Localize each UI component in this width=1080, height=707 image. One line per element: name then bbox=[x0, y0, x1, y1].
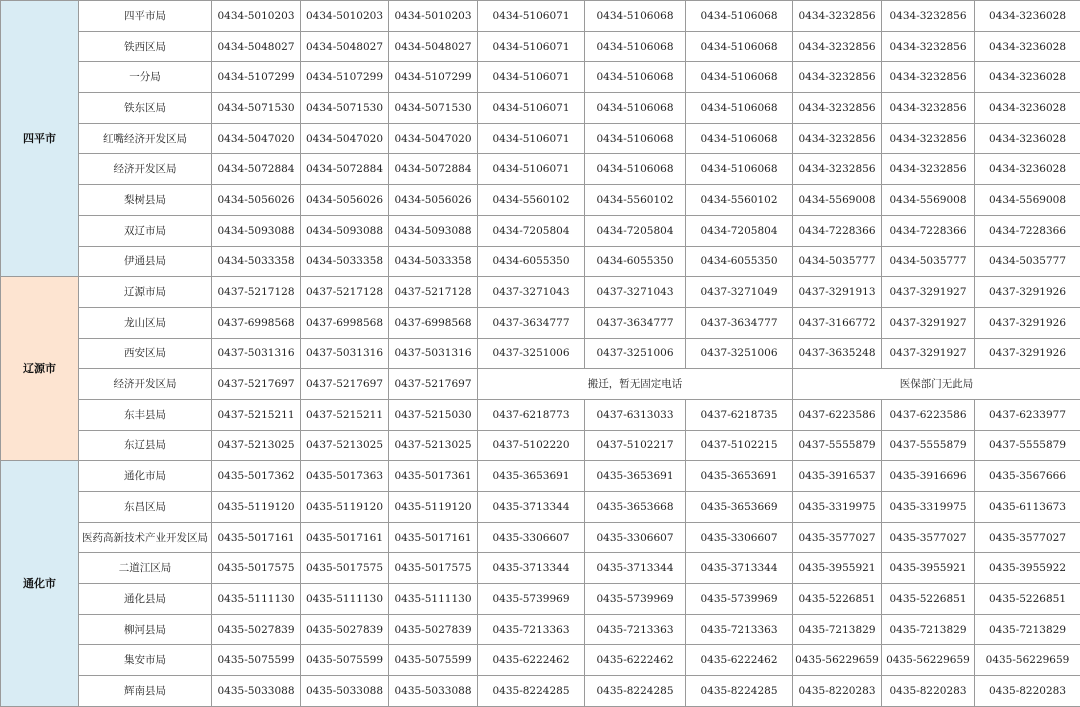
phone-cell: 0437-3291926 bbox=[975, 277, 1080, 308]
phone-cell: 0437-5555879 bbox=[975, 430, 1080, 461]
phone-cell: 0434-5107299 bbox=[301, 62, 389, 93]
phone-cell: 0434-3232856 bbox=[882, 93, 975, 124]
table-row bbox=[1, 553, 1080, 584]
phone-cell: 0435-5111130 bbox=[212, 584, 301, 615]
phone-cell: 0434-5033358 bbox=[212, 246, 301, 277]
phone-cell: 0435-5075599 bbox=[212, 645, 301, 676]
phone-cell: 0435-7213363 bbox=[478, 614, 585, 645]
phone-cell: 0435-5739969 bbox=[585, 584, 686, 615]
phone-cell: 0437-6998568 bbox=[212, 307, 301, 338]
phone-cell: 0437-3166772 bbox=[793, 307, 882, 338]
phone-cell: 0437-5217128 bbox=[301, 277, 389, 308]
note-cell: 医保部门无此局 bbox=[793, 369, 1080, 400]
phone-cell: 0434-5106071 bbox=[478, 1, 585, 32]
phone-cell: 0435-56229659 bbox=[882, 645, 975, 676]
phone-cell: 0434-3232856 bbox=[882, 1, 975, 32]
phone-cell: 0437-6218735 bbox=[686, 399, 793, 430]
phone-cell: 0435-5111130 bbox=[301, 584, 389, 615]
phone-cell: 0437-5213025 bbox=[212, 430, 301, 461]
phone-cell: 0434-5048027 bbox=[212, 31, 301, 62]
phone-cell: 0434-5072884 bbox=[389, 154, 478, 185]
note-cell: 搬迁，暂无固定电话 bbox=[478, 369, 793, 400]
phone-cell: 0435-5017575 bbox=[389, 553, 478, 584]
phone-cell: 0437-6233977 bbox=[975, 399, 1080, 430]
city-cell: 四平市 bbox=[1, 1, 79, 277]
phone-cell: 0435-3916537 bbox=[793, 461, 882, 492]
phone-cell: 0435-5075599 bbox=[301, 645, 389, 676]
phone-cell: 0435-3653691 bbox=[585, 461, 686, 492]
bureau-name-cell: 辽源市局 bbox=[79, 277, 212, 308]
phone-cell: 0435-3319975 bbox=[882, 492, 975, 523]
phone-cell: 0437-5102215 bbox=[686, 430, 793, 461]
phone-cell: 0435-3319975 bbox=[793, 492, 882, 523]
table-row bbox=[1, 277, 1080, 308]
phone-cell: 0437-3271043 bbox=[478, 277, 585, 308]
phone-cell: 0435-5017362 bbox=[212, 461, 301, 492]
phone-cell: 0434-6055350 bbox=[686, 246, 793, 277]
phone-cell: 0434-3232856 bbox=[793, 154, 882, 185]
phone-cell: 0437-5217128 bbox=[212, 277, 301, 308]
phone-cell: 0437-5217128 bbox=[389, 277, 478, 308]
bureau-name-cell: 经济开发区局 bbox=[79, 154, 212, 185]
phone-cell: 0434-5106071 bbox=[478, 93, 585, 124]
phone-cell: 0435-5226851 bbox=[975, 584, 1080, 615]
phone-cell: 0437-3291927 bbox=[882, 338, 975, 369]
phone-cell: 0435-6222462 bbox=[478, 645, 585, 676]
phone-cell: 0434-5106071 bbox=[478, 31, 585, 62]
table-row bbox=[1, 62, 1080, 93]
phone-cell: 0435-6113673 bbox=[975, 492, 1080, 523]
phone-cell: 0435-3713344 bbox=[686, 553, 793, 584]
phone-cell: 0437-3271049 bbox=[686, 277, 793, 308]
phone-cell: 0434-3236028 bbox=[975, 31, 1080, 62]
phone-cell: 0434-6055350 bbox=[478, 246, 585, 277]
phone-cell: 0434-5010203 bbox=[301, 1, 389, 32]
phone-cell: 0435-6222462 bbox=[585, 645, 686, 676]
phone-cell: 0435-3955921 bbox=[793, 553, 882, 584]
phone-cell: 0435-3306607 bbox=[585, 522, 686, 553]
phone-cell: 0435-5226851 bbox=[882, 584, 975, 615]
bureau-name-cell: 铁西区局 bbox=[79, 31, 212, 62]
phone-cell: 0434-5560102 bbox=[585, 185, 686, 216]
phone-cell: 0437-3251006 bbox=[478, 338, 585, 369]
table-row bbox=[1, 492, 1080, 523]
phone-cell: 0437-3635248 bbox=[793, 338, 882, 369]
phone-cell: 0435-7213829 bbox=[882, 614, 975, 645]
phone-cell: 0435-8220283 bbox=[793, 676, 882, 707]
phone-cell: 0434-5107299 bbox=[389, 62, 478, 93]
phone-cell: 0434-5035777 bbox=[793, 246, 882, 277]
phone-cell: 0434-5010203 bbox=[389, 1, 478, 32]
table-row bbox=[1, 645, 1080, 676]
phone-cell: 0434-3236028 bbox=[975, 93, 1080, 124]
table-row bbox=[1, 215, 1080, 246]
phone-cell: 0437-3634777 bbox=[585, 307, 686, 338]
phone-cell: 0435-56229659 bbox=[975, 645, 1080, 676]
phone-cell: 0435-3577027 bbox=[793, 522, 882, 553]
phone-cell: 0435-5017363 bbox=[301, 461, 389, 492]
phone-cell: 0437-3251006 bbox=[686, 338, 793, 369]
phone-cell: 0434-5106071 bbox=[478, 154, 585, 185]
table-row bbox=[1, 584, 1080, 615]
phone-cell: 0437-3291927 bbox=[882, 307, 975, 338]
phone-cell: 0437-3291913 bbox=[793, 277, 882, 308]
phone-cell: 0435-3653669 bbox=[686, 492, 793, 523]
phone-cell: 0437-6223586 bbox=[793, 399, 882, 430]
phone-cell: 0437-5031316 bbox=[301, 338, 389, 369]
phone-cell: 0437-3291926 bbox=[975, 307, 1080, 338]
phone-cell: 0434-3232856 bbox=[793, 1, 882, 32]
phone-cell: 0435-3577027 bbox=[882, 522, 975, 553]
phone-cell: 0435-8220283 bbox=[975, 676, 1080, 707]
phone-cell: 0434-5106068 bbox=[686, 123, 793, 154]
table-row bbox=[1, 123, 1080, 154]
table-row bbox=[1, 338, 1080, 369]
phone-cell: 0437-5102220 bbox=[478, 430, 585, 461]
phone-cell: 0434-7228366 bbox=[793, 215, 882, 246]
phone-cell: 0434-5071530 bbox=[301, 93, 389, 124]
phone-cell: 0435-3306607 bbox=[686, 522, 793, 553]
table-row bbox=[1, 307, 1080, 338]
phone-cell: 0435-5033088 bbox=[389, 676, 478, 707]
phone-cell: 0434-5033358 bbox=[389, 246, 478, 277]
phone-cell: 0434-7205804 bbox=[686, 215, 793, 246]
phone-cell: 0434-5569008 bbox=[975, 185, 1080, 216]
phone-cell: 0437-5102217 bbox=[585, 430, 686, 461]
phone-cell: 0434-3232856 bbox=[882, 154, 975, 185]
phone-cell: 0434-5560102 bbox=[478, 185, 585, 216]
phone-cell: 0435-7213829 bbox=[793, 614, 882, 645]
phone-cell: 0434-5106068 bbox=[585, 154, 686, 185]
phone-cell: 0434-5093088 bbox=[212, 215, 301, 246]
phone-cell: 0434-5010203 bbox=[212, 1, 301, 32]
phone-cell: 0434-5106071 bbox=[478, 62, 585, 93]
bureau-name-cell: 东辽县局 bbox=[79, 430, 212, 461]
table-row bbox=[1, 1, 1080, 32]
phone-cell: 0437-3291926 bbox=[975, 338, 1080, 369]
phone-cell: 0434-5056026 bbox=[301, 185, 389, 216]
phone-cell: 0437-6313033 bbox=[585, 399, 686, 430]
phone-cell: 0437-5215211 bbox=[212, 399, 301, 430]
phone-cell: 0434-3232856 bbox=[882, 62, 975, 93]
phone-cell: 0437-6223586 bbox=[882, 399, 975, 430]
bureau-name-cell: 集安市局 bbox=[79, 645, 212, 676]
phone-cell: 0434-5071530 bbox=[212, 93, 301, 124]
phone-cell: 0435-5226851 bbox=[793, 584, 882, 615]
phone-cell: 0435-5119120 bbox=[301, 492, 389, 523]
phone-cell: 0434-5033358 bbox=[301, 246, 389, 277]
phone-cell: 0437-3251006 bbox=[585, 338, 686, 369]
phone-cell: 0434-5093088 bbox=[389, 215, 478, 246]
phone-cell: 0437-3271043 bbox=[585, 277, 686, 308]
bureau-name-cell: 柳河县局 bbox=[79, 614, 212, 645]
phone-cell: 0437-5217697 bbox=[389, 369, 478, 400]
phone-cell: 0435-5017575 bbox=[212, 553, 301, 584]
city-cell: 通化市 bbox=[1, 461, 79, 707]
bureau-name-cell: 医药高新技术产业开发区局 bbox=[79, 522, 212, 553]
phone-cell: 0437-6998568 bbox=[389, 307, 478, 338]
phone-cell: 0435-3955922 bbox=[975, 553, 1080, 584]
phone-cell: 0435-3577027 bbox=[975, 522, 1080, 553]
phone-cell: 0435-3653668 bbox=[585, 492, 686, 523]
phone-cell: 0434-5056026 bbox=[212, 185, 301, 216]
phone-cell: 0435-3713344 bbox=[585, 553, 686, 584]
phone-cell: 0435-5119120 bbox=[389, 492, 478, 523]
table-row bbox=[1, 399, 1080, 430]
phone-cell: 0435-7213363 bbox=[686, 614, 793, 645]
phone-cell: 0434-5106068 bbox=[585, 123, 686, 154]
bureau-name-cell: 红嘴经济开发区局 bbox=[79, 123, 212, 154]
table-row bbox=[1, 246, 1080, 277]
phone-cell: 0434-3236028 bbox=[975, 62, 1080, 93]
bureau-name-cell: 铁东区局 bbox=[79, 93, 212, 124]
bureau-name-cell: 东昌区局 bbox=[79, 492, 212, 523]
phone-cell: 0437-5213025 bbox=[301, 430, 389, 461]
phone-cell: 0435-5017161 bbox=[212, 522, 301, 553]
phone-cell: 0434-5048027 bbox=[389, 31, 478, 62]
phone-cell: 0434-3232856 bbox=[793, 31, 882, 62]
phone-cell: 0434-5106068 bbox=[686, 154, 793, 185]
phone-cell: 0434-5035777 bbox=[882, 246, 975, 277]
phone-cell: 0437-5215030 bbox=[389, 399, 478, 430]
phone-cell: 0435-5027839 bbox=[389, 614, 478, 645]
phone-cell: 0435-3955921 bbox=[882, 553, 975, 584]
phone-cell: 0437-5555879 bbox=[793, 430, 882, 461]
bureau-name-cell: 西安区局 bbox=[79, 338, 212, 369]
phone-cell: 0437-5215211 bbox=[301, 399, 389, 430]
phone-cell: 0437-3634777 bbox=[686, 307, 793, 338]
phone-cell: 0437-3634777 bbox=[478, 307, 585, 338]
table-row bbox=[1, 154, 1080, 185]
phone-cell: 0435-5033088 bbox=[212, 676, 301, 707]
phone-cell: 0437-5213025 bbox=[389, 430, 478, 461]
phone-cell: 0434-5106071 bbox=[478, 123, 585, 154]
phone-cell: 0434-5569008 bbox=[793, 185, 882, 216]
phone-cell: 0435-56229659 bbox=[793, 645, 882, 676]
phone-cell: 0434-5106068 bbox=[686, 1, 793, 32]
bureau-name-cell: 经济开发区局 bbox=[79, 369, 212, 400]
phone-cell: 0437-3291927 bbox=[882, 277, 975, 308]
table-row bbox=[1, 461, 1080, 492]
table-row bbox=[1, 93, 1080, 124]
bureau-name-cell: 通化市局 bbox=[79, 461, 212, 492]
phone-cell: 0434-7205804 bbox=[478, 215, 585, 246]
phone-cell: 0435-5111130 bbox=[389, 584, 478, 615]
phone-cell: 0434-6055350 bbox=[585, 246, 686, 277]
bureau-name-cell: 辉南县局 bbox=[79, 676, 212, 707]
phone-cell: 0434-5107299 bbox=[212, 62, 301, 93]
phone-cell: 0434-5106068 bbox=[585, 93, 686, 124]
phone-cell: 0434-3236028 bbox=[975, 1, 1080, 32]
phone-cell: 0434-5072884 bbox=[301, 154, 389, 185]
bureau-name-cell: 东丰县局 bbox=[79, 399, 212, 430]
phone-cell: 0435-7213829 bbox=[975, 614, 1080, 645]
phone-cell: 0437-6218773 bbox=[478, 399, 585, 430]
phone-cell: 0435-3306607 bbox=[478, 522, 585, 553]
phone-cell: 0435-5027839 bbox=[212, 614, 301, 645]
table-row bbox=[1, 430, 1080, 461]
phone-cell: 0434-5056026 bbox=[389, 185, 478, 216]
phone-cell: 0434-5071530 bbox=[389, 93, 478, 124]
phone-cell: 0435-5017361 bbox=[389, 461, 478, 492]
phone-cell: 0434-5048027 bbox=[301, 31, 389, 62]
phone-cell: 0435-5739969 bbox=[478, 584, 585, 615]
phone-cell: 0434-3232856 bbox=[882, 123, 975, 154]
phone-cell: 0434-5106068 bbox=[585, 31, 686, 62]
phone-cell: 0434-5047020 bbox=[389, 123, 478, 154]
phone-cell: 0435-5017161 bbox=[301, 522, 389, 553]
phone-cell: 0434-5093088 bbox=[301, 215, 389, 246]
phone-cell: 0434-3236028 bbox=[975, 123, 1080, 154]
bureau-name-cell: 双辽市局 bbox=[79, 215, 212, 246]
phone-cell: 0435-5027839 bbox=[301, 614, 389, 645]
phone-cell: 0437-5555879 bbox=[882, 430, 975, 461]
phone-cell: 0435-3653691 bbox=[478, 461, 585, 492]
phone-cell: 0434-3232856 bbox=[793, 123, 882, 154]
phone-cell: 0434-7228366 bbox=[975, 215, 1080, 246]
phone-cell: 0435-8220283 bbox=[882, 676, 975, 707]
phone-cell: 0434-3232856 bbox=[882, 31, 975, 62]
phone-cell: 0435-5017575 bbox=[301, 553, 389, 584]
phone-cell: 0437-5031316 bbox=[212, 338, 301, 369]
phone-cell: 0435-3713344 bbox=[478, 553, 585, 584]
phone-cell: 0435-3567666 bbox=[975, 461, 1080, 492]
phone-cell: 0437-5217697 bbox=[301, 369, 389, 400]
phone-cell: 0435-3653691 bbox=[686, 461, 793, 492]
phone-cell: 0437-5217697 bbox=[212, 369, 301, 400]
table-row bbox=[1, 614, 1080, 645]
phone-cell: 0434-3232856 bbox=[793, 62, 882, 93]
phone-cell: 0434-5072884 bbox=[212, 154, 301, 185]
bureau-name-cell: 梨树县局 bbox=[79, 185, 212, 216]
phone-cell: 0435-5119120 bbox=[212, 492, 301, 523]
phone-cell: 0434-5035777 bbox=[975, 246, 1080, 277]
phone-cell: 0435-3916696 bbox=[882, 461, 975, 492]
phone-cell: 0434-5106068 bbox=[585, 1, 686, 32]
phone-cell: 0435-3713344 bbox=[478, 492, 585, 523]
phone-cell: 0434-7228366 bbox=[882, 215, 975, 246]
table-row bbox=[1, 31, 1080, 62]
phone-cell: 0434-3232856 bbox=[793, 93, 882, 124]
phone-cell: 0435-8224285 bbox=[686, 676, 793, 707]
bureau-name-cell: 四平市局 bbox=[79, 1, 212, 32]
phone-cell: 0434-5106068 bbox=[686, 93, 793, 124]
bureau-name-cell: 通化县局 bbox=[79, 584, 212, 615]
table-body bbox=[1, 1, 1080, 707]
phone-cell: 0435-5017161 bbox=[389, 522, 478, 553]
phone-cell: 0434-7205804 bbox=[585, 215, 686, 246]
phone-cell: 0434-5106068 bbox=[585, 62, 686, 93]
phone-cell: 0437-5031316 bbox=[389, 338, 478, 369]
bureau-name-cell: 伊通县局 bbox=[79, 246, 212, 277]
phone-cell: 0435-5033088 bbox=[301, 676, 389, 707]
phone-cell: 0434-5106068 bbox=[686, 62, 793, 93]
phone-cell: 0434-5560102 bbox=[686, 185, 793, 216]
phone-cell: 0434-5569008 bbox=[882, 185, 975, 216]
phone-cell: 0435-5739969 bbox=[686, 584, 793, 615]
phone-cell: 0435-6222462 bbox=[686, 645, 793, 676]
table-row bbox=[1, 522, 1080, 553]
city-cell: 辽源市 bbox=[1, 277, 79, 461]
bureau-name-cell: 龙山区局 bbox=[79, 307, 212, 338]
bureau-name-cell: 一分局 bbox=[79, 62, 212, 93]
phone-cell: 0435-5075599 bbox=[389, 645, 478, 676]
table-row bbox=[1, 676, 1080, 707]
phone-cell: 0434-5047020 bbox=[301, 123, 389, 154]
phone-cell: 0434-5047020 bbox=[212, 123, 301, 154]
table-row bbox=[1, 185, 1080, 216]
bureau-name-cell: 二道江区局 bbox=[79, 553, 212, 584]
phone-cell: 0434-3236028 bbox=[975, 154, 1080, 185]
phone-cell: 0435-8224285 bbox=[478, 676, 585, 707]
phone-cell: 0437-6998568 bbox=[301, 307, 389, 338]
phone-cell: 0435-7213363 bbox=[585, 614, 686, 645]
phone-cell: 0435-8224285 bbox=[585, 676, 686, 707]
phone-cell: 0434-5106068 bbox=[686, 31, 793, 62]
table-row bbox=[1, 369, 1080, 400]
